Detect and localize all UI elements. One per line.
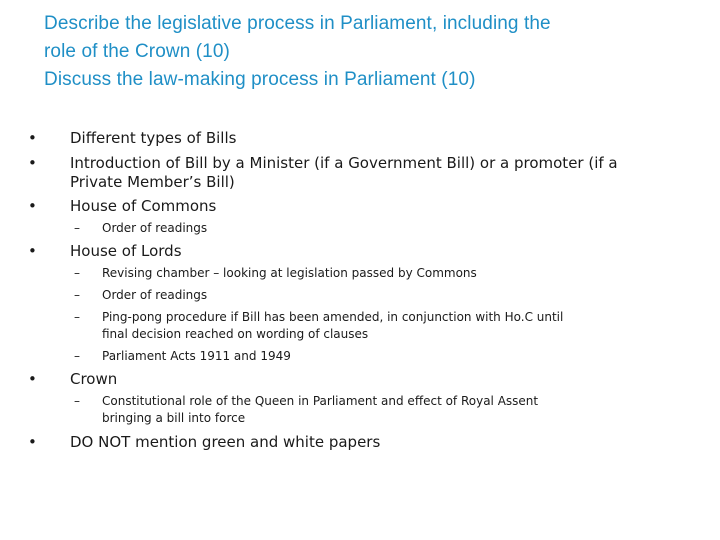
sub-bullet-marker: –	[74, 221, 80, 235]
sub-bullet-text: final decision reached on wording of clauses	[102, 327, 369, 341]
bullet-marker: •	[28, 370, 37, 388]
bullet-marker: •	[28, 433, 37, 451]
sub-bullet-marker: –	[74, 394, 80, 408]
sub-bullet-marker: –	[74, 310, 80, 324]
bullet-marker: •	[28, 129, 37, 147]
sub-bullet-text: Order of readings	[102, 288, 208, 302]
sub-bullet-marker: –	[74, 266, 80, 280]
title-line-2: role of the Crown (10)	[44, 41, 230, 62]
sub-bullet-text: Parliament Acts 1911 and 1949	[102, 349, 291, 363]
sub-bullet-text: bringing a bill into force	[102, 411, 246, 425]
sub-bullet-marker: –	[74, 349, 80, 363]
sub-bullet-text: Ping-pong procedure if Bill has been amended, in conjunction with Ho.C until	[102, 310, 564, 324]
title-line-3: Discuss the law-making process in Parliament (10)	[44, 69, 476, 90]
bullet-marker: •	[28, 242, 37, 260]
title-line-1: Describe the legislative process in Parliament, including the	[44, 13, 551, 34]
bullet-text: Private Member’s Bill)	[70, 173, 235, 191]
sub-bullet-text: Revising chamber – looking at legislation passed by Commons	[102, 266, 477, 280]
sub-bullet-text: Constitutional role of the Queen in Parliament and effect of Royal Assent	[102, 394, 539, 408]
bullet-text: Crown	[70, 370, 118, 388]
sub-bullet-text: Order of readings	[102, 221, 208, 235]
bullet-text: House of Commons	[70, 197, 217, 215]
bullet-text: House of Lords	[70, 242, 182, 260]
bullet-text: DO NOT mention green and white papers	[70, 433, 381, 451]
sub-bullet-marker: –	[74, 288, 80, 302]
bullet-text: Introduction of Bill by a Minister (if a Government Bill) or a promoter (if a	[70, 154, 618, 172]
bullet-text: Different types of Bills	[70, 129, 237, 147]
bullet-marker: •	[28, 197, 37, 215]
bullet-marker: •	[28, 154, 37, 172]
